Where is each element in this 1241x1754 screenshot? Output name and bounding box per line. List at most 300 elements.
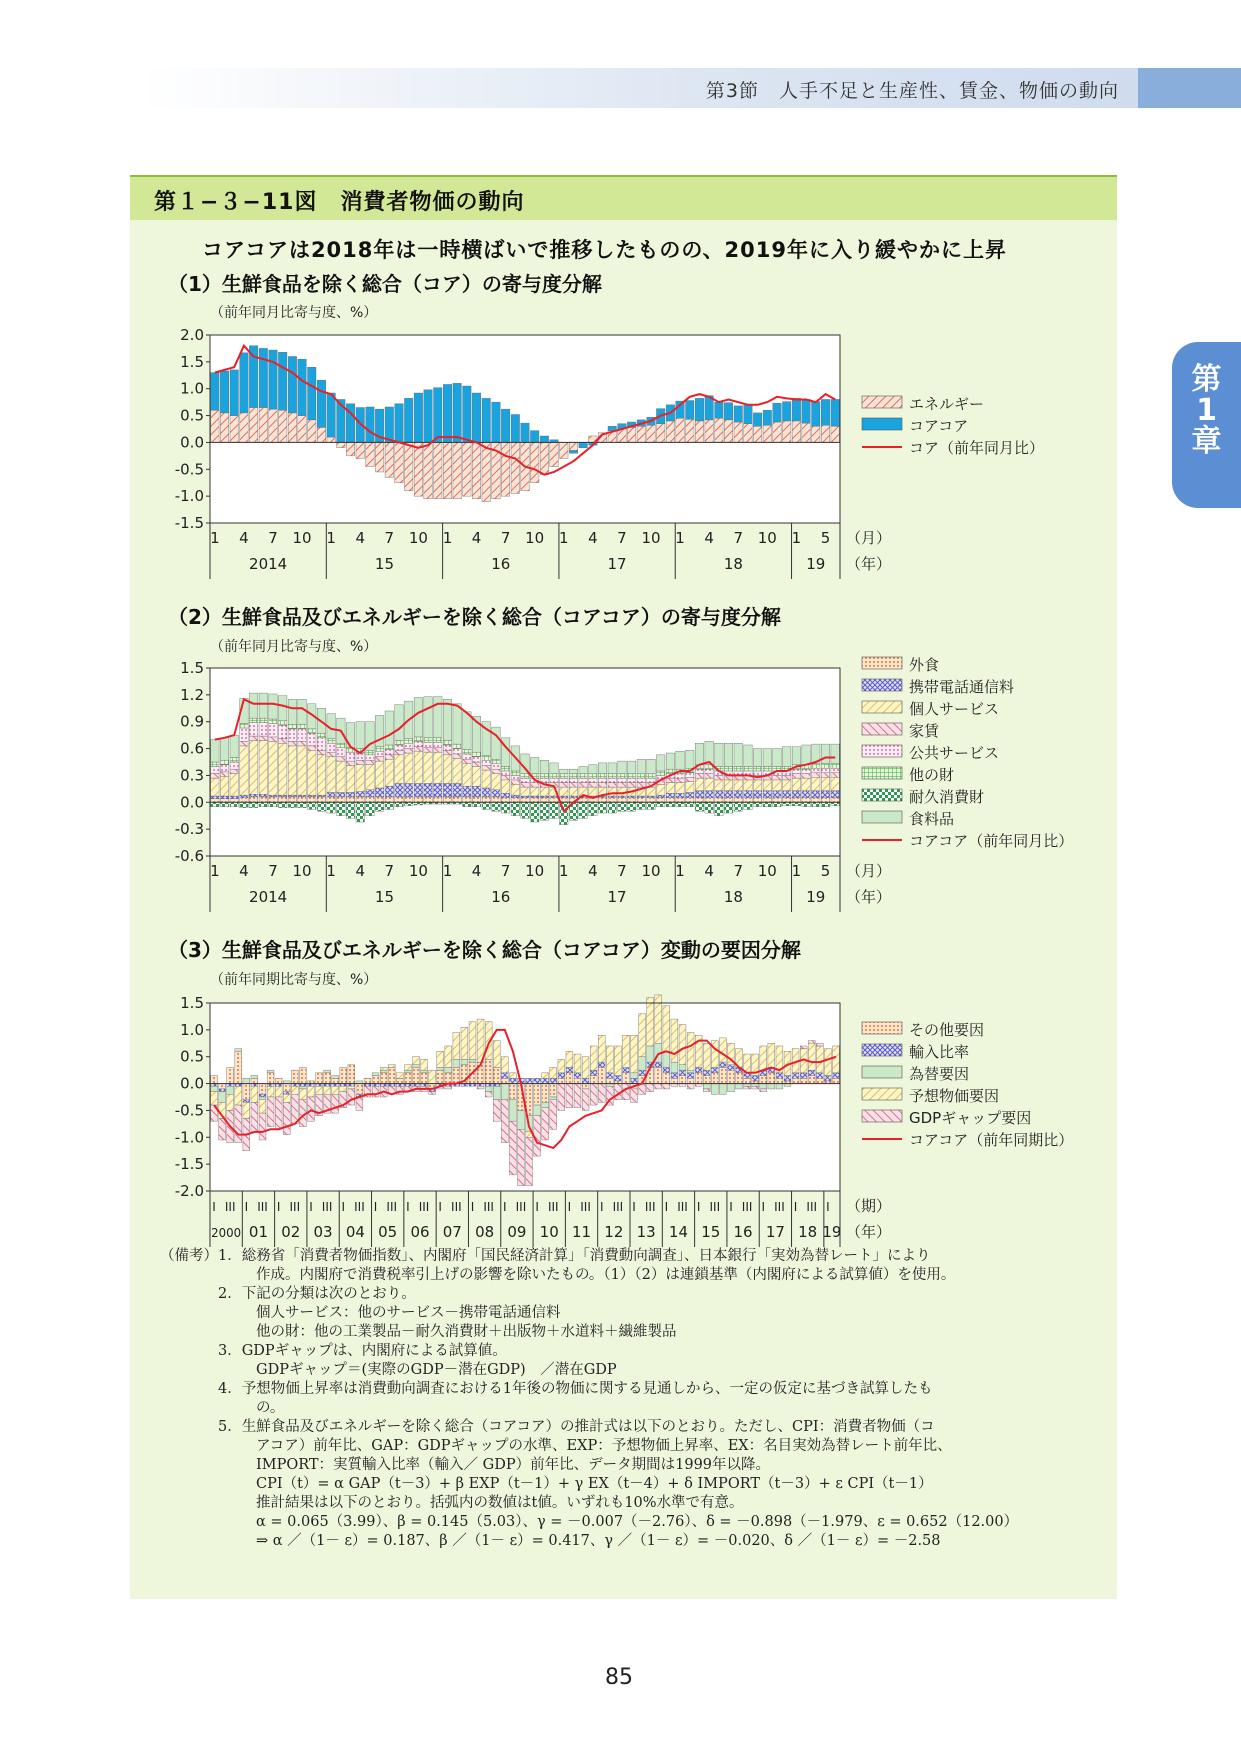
bar-コアコア xyxy=(414,393,422,442)
bar-個人サービス xyxy=(724,780,732,791)
x-tick-label: 10 xyxy=(757,529,777,547)
quarter-label: III xyxy=(289,1200,301,1214)
bar-エネルギー xyxy=(753,426,761,442)
bar-輸入比率 xyxy=(550,1078,557,1083)
bar-個人サービス xyxy=(753,780,761,791)
bar-その他要因 xyxy=(776,1078,783,1083)
legend-swatch xyxy=(862,1044,902,1056)
bar-公共サービス xyxy=(560,778,568,782)
bar-家賃 xyxy=(375,757,383,761)
bar-個人サービス xyxy=(308,750,316,795)
bar-家賃 xyxy=(676,778,684,782)
bar-家賃 xyxy=(831,773,839,777)
bar-食料品 xyxy=(782,747,790,767)
bar-個人サービス xyxy=(569,787,577,796)
bar-他の財 xyxy=(404,739,412,743)
bar-GDPギャップ要因 xyxy=(808,1041,815,1044)
bar-為替要因 xyxy=(485,1086,492,1091)
bar-公共サービス xyxy=(453,749,461,754)
chart2-title: （2）生鮮食品及びエネルギーを除く総合（コアコア）の寄与度分解 xyxy=(168,605,781,629)
bar-予想物価要因 xyxy=(808,1043,815,1070)
bar-エネルギー xyxy=(530,442,538,482)
bar-コアコア xyxy=(812,402,820,427)
bar-食料品 xyxy=(356,722,364,749)
legend-swatch xyxy=(862,789,902,801)
bar-エネルギー xyxy=(395,442,403,482)
bar-外食 xyxy=(530,798,538,802)
quarter-label: I xyxy=(470,1200,475,1214)
bar-個人サービス xyxy=(686,782,694,793)
bar-食料品 xyxy=(530,758,538,774)
bar-個人サービス xyxy=(812,777,820,790)
bar-他の財 xyxy=(298,724,306,728)
bar-食料品 xyxy=(627,761,635,774)
bar-家賃 xyxy=(492,769,500,773)
y-tick-label: 0.9 xyxy=(180,712,204,731)
bar-エネルギー xyxy=(463,442,471,496)
legend-label: 輸入比率 xyxy=(909,1043,970,1061)
bar-エネルギー xyxy=(424,442,432,498)
bar-為替要因 xyxy=(211,1086,218,1091)
bar-家賃 xyxy=(530,783,538,787)
bar-他の財 xyxy=(308,729,316,733)
bar-耐久消費財 xyxy=(501,802,509,813)
bar-為替要因 xyxy=(647,1046,654,1062)
bar-為替要因 xyxy=(404,1070,411,1073)
bar-為替要因 xyxy=(711,1084,718,1095)
bar-食料品 xyxy=(288,699,296,724)
bar-GDPギャップ要因 xyxy=(574,1084,581,1108)
year-label: 02 xyxy=(281,1223,301,1241)
bar-個人サービス xyxy=(521,787,529,796)
bar-輸入比率 xyxy=(776,1073,783,1078)
bar-予想物価要因 xyxy=(445,1046,452,1067)
bar-家賃 xyxy=(511,780,519,784)
bar-食料品 xyxy=(269,694,277,719)
bar-耐久消費財 xyxy=(327,802,335,813)
bar-家賃 xyxy=(259,736,267,740)
bar-他の財 xyxy=(724,766,732,770)
bar-携帯電話通信料 xyxy=(269,795,277,797)
bar-コアコア xyxy=(831,399,839,426)
note-line: 4．予想物価上昇率は消費動向調査における1年後の物価に関する見通しから、一定の仮定に基づき試算したも xyxy=(218,1381,933,1397)
bar-エネルギー xyxy=(569,442,577,450)
bar-家賃 xyxy=(298,741,306,745)
x-tick-label: 1 xyxy=(791,862,802,880)
bar-輸入比率 xyxy=(574,1073,581,1078)
bar-耐久消費財 xyxy=(385,802,393,809)
bar-他の財 xyxy=(540,774,548,778)
bar-食料品 xyxy=(230,735,238,757)
bar-輸入比率 xyxy=(598,1062,605,1067)
bar-予想物価要因 xyxy=(493,1041,500,1068)
quarter-label: I xyxy=(341,1200,346,1214)
legend-label: コアコア（前年同期比） xyxy=(909,1131,1074,1149)
bar-公共サービス xyxy=(637,778,645,782)
bar-個人サービス xyxy=(317,755,325,795)
bar-個人サービス xyxy=(666,783,674,794)
year-label: 17 xyxy=(765,1223,785,1241)
bar-為替要因 xyxy=(493,1086,500,1099)
bar-携帯電話通信料 xyxy=(501,793,509,797)
bar-エネルギー xyxy=(792,421,800,442)
bar-食料品 xyxy=(414,698,422,737)
bar-外食 xyxy=(317,797,325,802)
bar-為替要因 xyxy=(453,1059,460,1067)
bar-耐久消費財 xyxy=(821,802,829,806)
bar-予想物価要因 xyxy=(614,1046,621,1076)
bar-耐久消費財 xyxy=(812,802,820,806)
bar-エネルギー xyxy=(637,426,645,442)
x-tick-label: 7 xyxy=(384,529,395,547)
bar-公共サービス xyxy=(511,775,519,779)
bar-公共サービス xyxy=(249,723,257,736)
bar-他の財 xyxy=(647,774,655,778)
bar-GDPギャップ要因 xyxy=(485,1092,492,1097)
bar-他の財 xyxy=(414,737,422,741)
bar-外食 xyxy=(724,798,732,802)
x-tick-label: 4 xyxy=(704,862,714,880)
bar-耐久消費財 xyxy=(744,802,752,809)
bar-耐久消費財 xyxy=(715,802,723,815)
bar-エネルギー xyxy=(317,427,325,442)
bar-耐久消費財 xyxy=(550,802,558,818)
bar-予想物価要因 xyxy=(413,1057,420,1065)
legend-swatch xyxy=(862,767,902,779)
legend-label: コア（前年同月比） xyxy=(909,439,1045,457)
bar-GDPギャップ要因 xyxy=(582,1089,589,1110)
bar-その他要因 xyxy=(833,1078,840,1083)
bar-エネルギー xyxy=(288,413,296,443)
bar-為替要因 xyxy=(243,1078,250,1083)
bar-食料品 xyxy=(598,763,606,774)
bar-コアコア xyxy=(821,399,829,425)
bar-公共サービス xyxy=(792,769,800,773)
bar-予想物価要因 xyxy=(550,1067,557,1078)
bar-個人サービス xyxy=(259,741,267,795)
bar-GDPギャップ要因 xyxy=(348,1089,355,1105)
bar-エネルギー xyxy=(627,427,635,442)
bar-携帯電話通信料 xyxy=(424,783,432,796)
bar-個人サービス xyxy=(453,758,461,783)
bar-輸入比率 xyxy=(623,1067,630,1072)
bar-家賃 xyxy=(240,741,248,745)
bar-個人サービス xyxy=(715,780,723,791)
bar-エネルギー xyxy=(453,442,461,498)
bar-外食 xyxy=(744,798,752,802)
bar-他の財 xyxy=(560,774,568,778)
bar-為替要因 xyxy=(663,1051,670,1067)
bar-コアコア xyxy=(327,393,335,437)
bar-家賃 xyxy=(434,748,442,752)
bar-耐久消費財 xyxy=(308,802,316,809)
quarter-label: III xyxy=(774,1200,785,1214)
quarter-label: III xyxy=(386,1200,398,1214)
bar-耐久消費財 xyxy=(511,802,519,815)
x-tick-label: 10 xyxy=(292,862,312,880)
bar-外食 xyxy=(753,798,761,802)
bar-公共サービス xyxy=(550,778,558,782)
bar-携帯電話通信料 xyxy=(831,791,839,798)
figure-subtitle: コアコアは2018年は一時横ばいで推移したものの、2019年に入り緩やかに上昇 xyxy=(202,238,1008,262)
bar-輸入比率 xyxy=(671,1073,678,1078)
bar-その他要因 xyxy=(768,1073,775,1084)
bar-外食 xyxy=(366,797,374,802)
bar-GDPギャップ要因 xyxy=(663,1084,670,1089)
bar-他の財 xyxy=(240,724,248,728)
bar-食料品 xyxy=(560,769,568,773)
bar-携帯電話通信料 xyxy=(705,791,713,798)
bar-食料品 xyxy=(550,763,558,774)
bar-その他要因 xyxy=(348,1065,355,1084)
bar-コアコア xyxy=(463,386,471,442)
bar-携帯電話通信料 xyxy=(249,794,257,797)
bar-エネルギー xyxy=(831,426,839,442)
bar-携帯電話通信料 xyxy=(404,783,412,796)
bar-為替要因 xyxy=(736,1084,743,1089)
y-tick-label: 0.6 xyxy=(180,739,204,758)
bar-個人サービス xyxy=(298,746,306,795)
bar-他の財 xyxy=(501,766,509,770)
bar-コアコア xyxy=(501,409,509,442)
bar-個人サービス xyxy=(773,780,781,791)
bar-個人サービス xyxy=(375,761,383,788)
bar-食料品 xyxy=(734,743,742,766)
note-line: 推計結果は以下のとおり。括弧内の数値はt値。いずれも10%水準で有意。 xyxy=(256,1495,744,1511)
bar-エネルギー xyxy=(734,422,742,442)
bar-他の財 xyxy=(482,756,490,760)
bar-携帯電話通信料 xyxy=(259,794,267,797)
bar-為替要因 xyxy=(251,1076,258,1079)
bar-家賃 xyxy=(608,783,616,787)
y-tick-label: -0.3 xyxy=(174,820,204,839)
bar-耐久消費財 xyxy=(734,802,742,811)
bar-予想物価要因 xyxy=(542,1073,549,1078)
bar-食料品 xyxy=(802,745,810,765)
bar-公共サービス xyxy=(472,757,480,762)
bar-公共サービス xyxy=(337,748,345,757)
bar-その他要因 xyxy=(493,1067,500,1083)
bar-GDPギャップ要因 xyxy=(291,1094,298,1124)
bar-コアコア xyxy=(773,403,781,422)
bar-食料品 xyxy=(346,723,354,748)
bar-外食 xyxy=(211,799,219,803)
y-tick-label: 0.0 xyxy=(180,433,204,452)
y-tick-label: 1.2 xyxy=(180,685,204,704)
bar-他の財 xyxy=(569,774,577,778)
note-line: IMPORT：実質輸入比率（輸入／ GDP）前年比、データ期間は1999年以降。 xyxy=(256,1457,771,1473)
bar-その他要因 xyxy=(623,1073,630,1084)
bar-輸入比率 xyxy=(816,1073,823,1078)
bar-予想物価要因 xyxy=(816,1046,823,1073)
bar-GDPギャップ要因 xyxy=(445,1086,452,1089)
quarter-label: III xyxy=(580,1200,591,1214)
x-tick-label: 10 xyxy=(757,862,777,880)
quarter-label: I xyxy=(535,1200,539,1214)
bar-外食 xyxy=(550,798,558,802)
bar-輸入比率 xyxy=(800,1073,807,1078)
bar-GDPギャップ要因 xyxy=(760,1089,767,1092)
bar-外食 xyxy=(598,798,606,802)
bar-外食 xyxy=(511,798,519,802)
note-line: 1．総務省「消費者物価指数」、内閣府「国民経済計算」「消費動向調査」、日本銀行「実効為替レート」により xyxy=(218,1248,931,1264)
bar-その他要因 xyxy=(404,1073,411,1084)
quarter-label: I xyxy=(373,1200,378,1214)
bar-個人サービス xyxy=(269,741,277,795)
bar-公共サービス xyxy=(618,778,626,782)
bar-公共サービス xyxy=(443,745,451,750)
bar-コアコア xyxy=(269,350,277,409)
x-tick-label: 1 xyxy=(558,529,569,547)
bar-コアコア xyxy=(686,401,694,420)
bar-輸入比率 xyxy=(614,1076,621,1081)
bar-食料品 xyxy=(453,704,461,744)
x-tick-label: 10 xyxy=(408,529,428,547)
bar-携帯電話通信料 xyxy=(734,791,742,798)
x-tick-label: 4 xyxy=(588,862,598,880)
bar-個人サービス xyxy=(230,774,238,796)
bar-携帯電話通信料 xyxy=(220,796,228,799)
bar-公共サービス xyxy=(375,751,383,756)
bar-輸入比率 xyxy=(679,1070,686,1075)
x-tick-label: 1 xyxy=(791,529,802,547)
x-tick-label: 4 xyxy=(704,529,714,547)
bar-為替要因 xyxy=(631,1073,638,1078)
bar-携帯電話通信料 xyxy=(656,795,664,798)
bar-個人サービス xyxy=(511,784,519,795)
bar-携帯電話通信料 xyxy=(240,795,248,798)
bar-耐久消費財 xyxy=(579,802,587,818)
bar-他の財 xyxy=(249,718,257,722)
bar-輸入比率 xyxy=(719,1062,726,1067)
year-label: 16 xyxy=(491,555,511,573)
quarter-label: III xyxy=(612,1200,624,1214)
bar-耐久消費財 xyxy=(220,802,228,806)
year-label: 12 xyxy=(604,1223,624,1241)
bar-為替要因 xyxy=(219,1092,226,1103)
bar-予想物価要因 xyxy=(671,1019,678,1062)
bar-食料品 xyxy=(637,759,645,773)
bar-食料品 xyxy=(656,755,664,771)
bar-公共サービス xyxy=(424,742,432,747)
bar-その他要因 xyxy=(663,1073,670,1084)
bar-予想物価要因 xyxy=(348,1086,355,1089)
bar-個人サービス xyxy=(821,777,829,790)
x-unit-label: （月） xyxy=(846,862,892,880)
y-tick-label: 0.5 xyxy=(180,1047,204,1066)
bar-公共サービス xyxy=(259,723,267,736)
y-tick-label: 1.0 xyxy=(180,1020,204,1039)
bar-公共サービス xyxy=(288,729,296,742)
bar-予想物価要因 xyxy=(316,1086,323,1094)
x-tick-label: 7 xyxy=(268,862,278,880)
bar-公共サービス xyxy=(434,742,442,747)
bar-携帯電話通信料 xyxy=(366,790,374,797)
bar-エネルギー xyxy=(550,442,558,466)
bar-コアコア xyxy=(211,373,219,411)
bar-耐久消費財 xyxy=(463,802,471,806)
bar-予想物価要因 xyxy=(267,1086,274,1097)
year-label: 06 xyxy=(410,1223,430,1241)
bar-携帯電話通信料 xyxy=(792,791,800,798)
bar-為替要因 xyxy=(550,1097,557,1100)
bar-携帯電話通信料 xyxy=(763,791,771,798)
bar-食料品 xyxy=(753,749,761,767)
bar-エネルギー xyxy=(375,442,383,472)
y-tick-label: -0.5 xyxy=(174,1101,204,1120)
year-label: 14 xyxy=(668,1223,689,1241)
x-unit-label: （期） xyxy=(846,1197,892,1215)
bar-携帯電話通信料 xyxy=(298,795,306,797)
bar-家賃 xyxy=(773,775,781,779)
quarter-label: I xyxy=(567,1200,572,1214)
bar-公共サービス xyxy=(676,774,684,778)
bar-予想物価要因 xyxy=(574,1054,581,1073)
bar-公共サービス xyxy=(317,738,325,751)
bar-その他要因 xyxy=(364,1078,371,1083)
bar-公共サービス xyxy=(521,778,529,782)
bar-その他要因 xyxy=(808,1076,815,1084)
bar-他の財 xyxy=(443,741,451,745)
quarter-label: III xyxy=(741,1200,753,1214)
bar-その他要因 xyxy=(299,1067,306,1083)
bar-家賃 xyxy=(705,774,713,778)
bar-耐久消費財 xyxy=(269,802,277,806)
bar-輸入比率 xyxy=(833,1073,840,1078)
bar-耐久消費財 xyxy=(317,802,325,811)
bar-食料品 xyxy=(666,753,674,769)
bar-輸入比率 xyxy=(582,1078,589,1083)
bar-GDPギャップ要因 xyxy=(598,1084,605,1103)
bar-予想物価要因 xyxy=(679,1024,686,1064)
year-unit-label: （年） xyxy=(846,1223,892,1241)
bar-輸入比率 xyxy=(590,1070,597,1075)
year-label: 19 xyxy=(822,1223,842,1241)
bar-家賃 xyxy=(414,747,422,751)
bar-その他要因 xyxy=(679,1076,686,1084)
bar-予想物価要因 xyxy=(631,1035,638,1073)
bar-コアコア xyxy=(569,450,577,453)
bar-家賃 xyxy=(288,741,296,745)
bar-コアコア xyxy=(579,442,587,447)
bar-耐久消費財 xyxy=(666,802,674,806)
bar-家賃 xyxy=(463,759,471,763)
bar-公共サービス xyxy=(705,769,713,773)
bar-輸入比率 xyxy=(534,1078,541,1083)
bar-コアコア xyxy=(802,399,810,423)
note-line: GDPギャップ＝(実際のGDP－潜在GDP) ／潜在GDP xyxy=(256,1362,617,1378)
bar-その他要因 xyxy=(703,1076,710,1084)
bar-コアコア xyxy=(240,353,248,413)
bar-他の財 xyxy=(211,762,219,766)
bar-外食 xyxy=(676,798,684,802)
bar-外食 xyxy=(773,798,781,802)
bar-個人サービス xyxy=(540,787,548,796)
bar-エネルギー xyxy=(676,418,684,442)
bar-為替要因 xyxy=(703,1084,710,1089)
bar-輸入比率 xyxy=(631,1078,638,1083)
bar-個人サービス xyxy=(782,780,790,791)
bar-その他要因 xyxy=(227,1067,234,1083)
x-tick-label: 4 xyxy=(471,529,482,547)
x-tick-label: 5 xyxy=(820,862,831,880)
bar-公共サービス xyxy=(230,762,238,769)
bar-個人サービス xyxy=(366,765,374,790)
bar-携帯電話通信料 xyxy=(695,791,703,798)
bar-輸入比率 xyxy=(687,1073,694,1078)
bar-予想物価要因 xyxy=(299,1089,306,1100)
note-line: CPI（t）= α GAP（t－3）+ β EXP（t－1）+ γ EX（t－4）+ δ IMPORT（t－3）+ ε CPI（t－1） xyxy=(256,1476,933,1492)
